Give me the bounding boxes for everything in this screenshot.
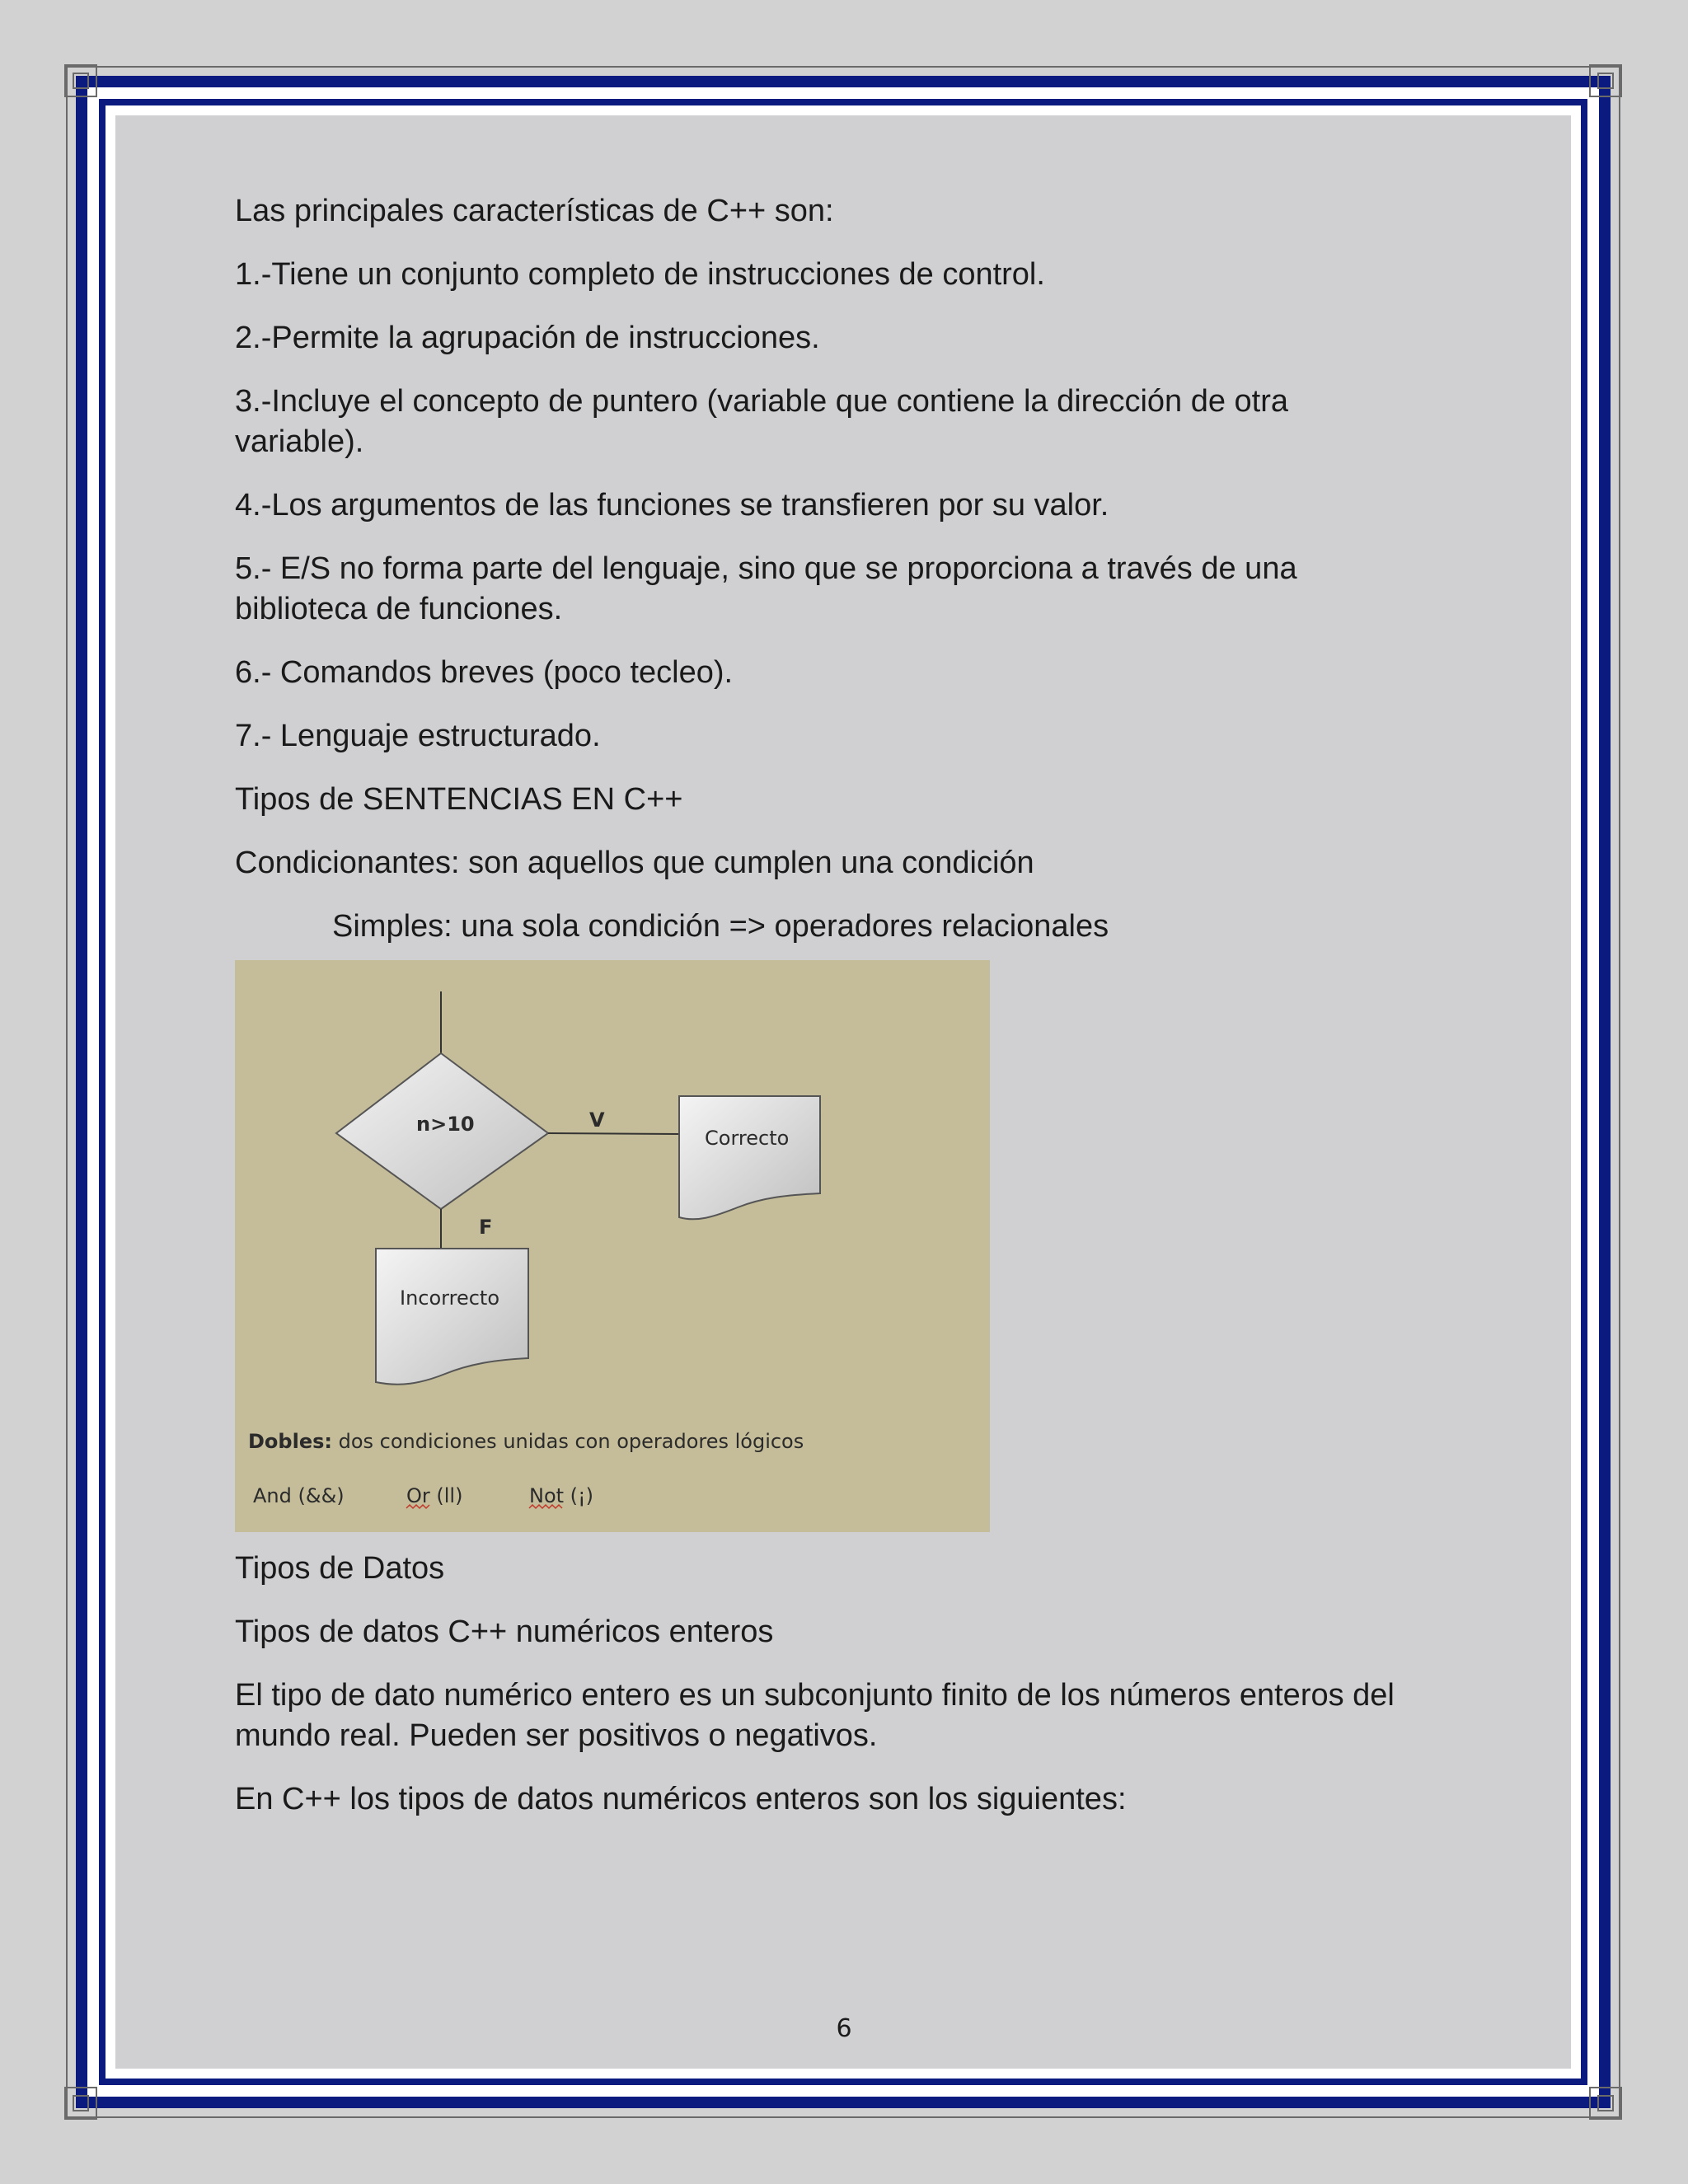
incorrecto-label: Incorrecto [400,1286,500,1310]
paragraph: El tipo de dato numérico entero es un subconjunto finito de los números enteros del mundo real. Pueden ser positivos o negativos. [235,1678,1395,1753]
paragraph: 2.-Permite la agrupación de instrucciones. [235,321,820,355]
paragraph: Las principales características de C++ son: [235,194,834,228]
frame-corner-ornament [1589,2087,1622,2120]
section-heading: Tipos de SENTENCIAS EN C++ [235,782,683,817]
correcto-label: Correcto [705,1127,790,1150]
dobles-caption [248,1422,804,1462]
paragraph: 3.-Incluye el concepto de puntero (variable que contiene la dirección de otra variable). [235,384,1289,459]
flowchart-figure [235,960,990,1532]
document-body [235,191,1455,1843]
frame-corner-ornament [1589,64,1622,97]
decision-label: n>10 [416,1113,475,1136]
paragraph: 7.- Lenguaje estructurado. [235,719,601,753]
false-branch-label: F [479,1216,493,1239]
paragraph: Tipos de datos C++ numéricos enteros [235,1615,774,1649]
operator-not: Not (¡) [529,1484,594,1507]
paragraph-indented: Simples: una sola condición => operadores relacionales [332,909,1109,944]
paragraph: 5.- E/S no forma parte del lenguaje, sino que se proporciona a través de una biblioteca de funciones. [235,551,1297,626]
paragraph: En C++ los tipos de datos numéricos enteros son los siguientes: [235,1782,1127,1816]
dobles-text: dos condiciones unidas con operadores lógicos [331,1430,804,1453]
paragraph: 4.-Los argumentos de las funciones se transfieren por su valor. [235,488,1109,523]
page-number: 6 [836,2014,852,2043]
section-heading: Tipos de Datos [235,1551,445,1586]
paragraph: 1.-Tiene un conjunto completo de instrucciones de control. [235,257,1045,292]
paragraph: Condicionantes: son aquellos que cumplen una condición [235,846,1034,880]
paragraph: 6.- Comandos breves (poco tecleo). [235,655,734,690]
flow-connector [548,1133,680,1134]
operator-or: Or (ll) [406,1484,463,1507]
frame-corner-ornament [64,2087,97,2120]
dobles-label: Dobles: [248,1430,332,1453]
frame-corner-ornament [64,64,97,97]
operator-and: And (&&) [253,1484,345,1507]
true-branch-label: V [589,1108,605,1132]
